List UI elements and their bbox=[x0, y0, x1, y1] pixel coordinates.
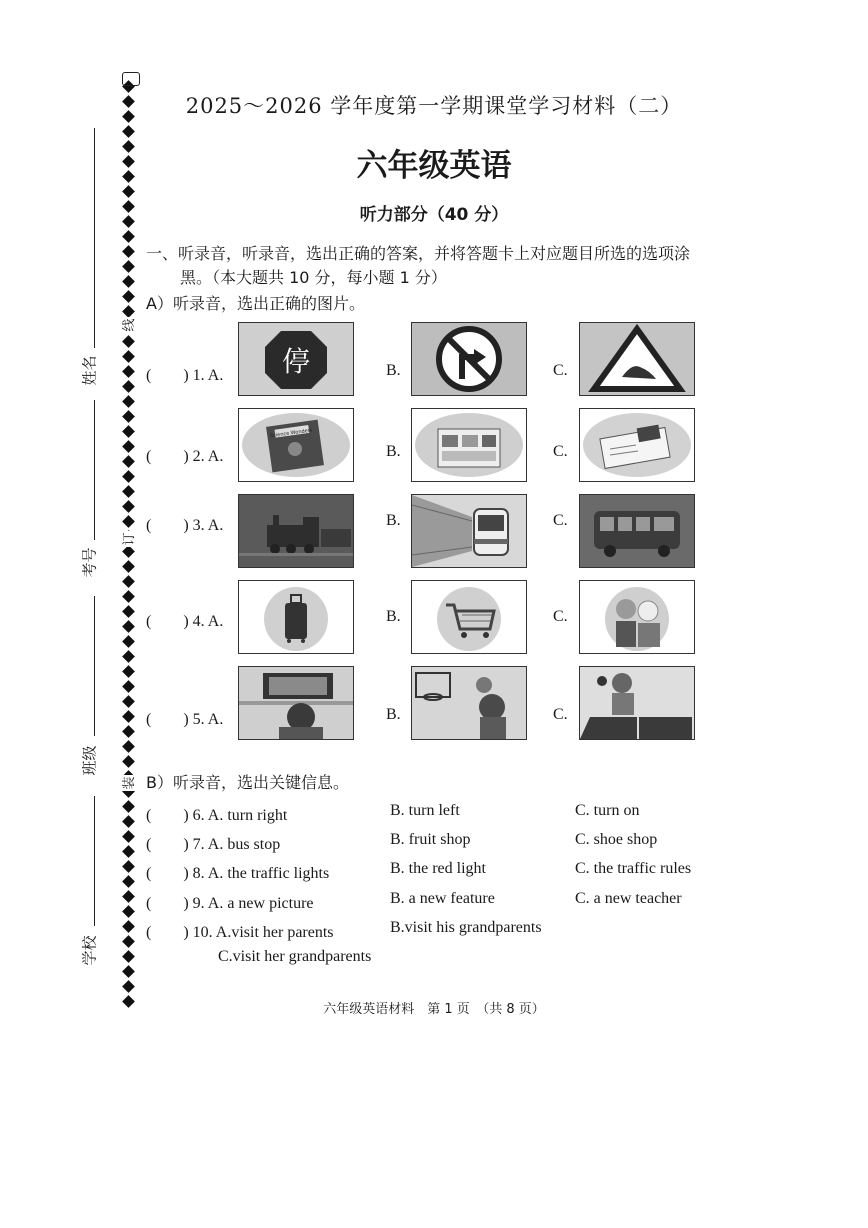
q6-option-a: ( ) 6. A. turn right bbox=[146, 807, 288, 824]
diamond-icon bbox=[122, 395, 135, 408]
diamond-icon bbox=[122, 950, 135, 963]
diamond-icon bbox=[122, 860, 135, 873]
diamond-icon bbox=[122, 260, 135, 273]
diamond-icon bbox=[122, 920, 135, 933]
q8-option-a: ( ) 8. A. the traffic lights bbox=[146, 865, 330, 882]
diamond-icon bbox=[122, 590, 135, 603]
diamond-icon bbox=[122, 470, 135, 483]
q7-option-b: B. fruit shop bbox=[390, 831, 471, 848]
subject-title: 六年级英语 bbox=[356, 148, 512, 184]
diamond-icon bbox=[122, 455, 135, 468]
q4-c-grandparents-image bbox=[579, 580, 695, 654]
diamond-icon bbox=[122, 665, 135, 678]
sub-a-heading: A）听录音，选出正确的图片。 bbox=[146, 294, 365, 313]
book-cover-text: Science Wonders bbox=[269, 427, 313, 440]
diamond-icon bbox=[122, 740, 135, 753]
school-line bbox=[94, 796, 95, 926]
diamond-icon bbox=[122, 605, 135, 618]
q9-option-a: ( ) 9. A. a new picture bbox=[146, 895, 314, 912]
q5-number: ( ) 5. A. bbox=[146, 711, 224, 728]
diamond-icon bbox=[122, 275, 135, 288]
diamond-icon bbox=[122, 365, 135, 378]
diamond-icon bbox=[122, 545, 135, 558]
diamond-icon bbox=[122, 905, 135, 918]
diamond-icon bbox=[122, 935, 135, 948]
diamond-icon bbox=[122, 965, 135, 978]
q2-c-postcard-image bbox=[579, 408, 695, 482]
q7-option-a: ( ) 7. A. bus stop bbox=[146, 836, 281, 853]
diamond-icon bbox=[122, 440, 135, 453]
diamond-icon bbox=[122, 290, 135, 303]
school-label: 学校 bbox=[80, 935, 99, 966]
diamond-icon bbox=[122, 485, 135, 498]
q1-b-label: B. bbox=[386, 362, 401, 379]
q4-number: ( ) 4. A. bbox=[146, 613, 224, 630]
q5-a-watching-tv-image bbox=[238, 666, 354, 740]
page-footer: 六年级英语材料 第 1 页 （共 8 页） bbox=[323, 1002, 545, 1017]
q1-c-warning-sign-image bbox=[579, 322, 695, 396]
q4-b-shopping-cart-image bbox=[411, 580, 527, 654]
diamond-icon bbox=[122, 680, 135, 693]
bind-char-order: 订 bbox=[122, 532, 137, 546]
q2-number: ( ) 2. A. bbox=[146, 448, 224, 465]
diamond-icon bbox=[122, 725, 135, 738]
exam-title: 2025～2026 学年度第一学期课堂学习材料（二） bbox=[185, 94, 683, 118]
diamond-icon bbox=[122, 845, 135, 858]
stop-char: 停 bbox=[281, 345, 311, 378]
diamond-icon bbox=[122, 245, 135, 258]
bind-char-install: 装 bbox=[122, 776, 137, 790]
q6-option-b: B. turn left bbox=[390, 802, 460, 819]
q9-option-b: B. a new feature bbox=[390, 890, 495, 907]
diamond-icon bbox=[122, 755, 135, 768]
diamond-icon bbox=[122, 410, 135, 423]
diamond-icon bbox=[122, 560, 135, 573]
q7-option-c: C. shoe shop bbox=[575, 831, 658, 848]
q1-a-stop-sign-image bbox=[238, 322, 354, 396]
diamond-icon bbox=[122, 815, 135, 828]
class-line bbox=[94, 596, 95, 736]
class-label: 班级 bbox=[80, 745, 99, 776]
diamond-icon bbox=[122, 695, 135, 708]
diamond-icon bbox=[122, 890, 135, 903]
q5-c-label: C. bbox=[553, 706, 568, 723]
q8-option-c: C. the traffic rules bbox=[575, 860, 692, 877]
name-label: 姓名 bbox=[80, 355, 99, 386]
q4-c-label: C. bbox=[553, 608, 568, 625]
diamond-icon bbox=[122, 500, 135, 513]
q3-b-label: B. bbox=[386, 512, 401, 529]
bind-char-line: 线 bbox=[122, 318, 137, 332]
sub-b-heading: B）听录音，选出关键信息。 bbox=[146, 773, 349, 792]
q3-number: ( ) 3. A. bbox=[146, 517, 224, 534]
diamond-icon bbox=[122, 980, 135, 993]
exam-no-label: 考号 bbox=[80, 547, 99, 578]
q5-c-table-tennis-image bbox=[579, 666, 695, 740]
q10-option-c: C.visit her grandparents bbox=[218, 948, 372, 965]
diamond-icon bbox=[122, 515, 135, 528]
part1-heading-line1: 一、听录音，听录音，选出正确的答案，并将答题卡上对应题目所选的选项涂 bbox=[146, 244, 691, 263]
diamond-icon bbox=[122, 710, 135, 723]
diamond-icon bbox=[122, 635, 135, 648]
diamond-icon bbox=[122, 830, 135, 843]
q1-number: ( ) 1. A. bbox=[146, 367, 224, 384]
diamond-icon bbox=[122, 650, 135, 663]
diamond-icon bbox=[122, 185, 135, 198]
q1-c-label: C. bbox=[553, 362, 568, 379]
q10-option-b: B.visit his grandparents bbox=[390, 919, 542, 936]
q4-a-suitcase-image bbox=[238, 580, 354, 654]
diamond-icon bbox=[122, 425, 135, 438]
diamond-icon bbox=[122, 125, 135, 138]
q3-a-steam-train-image bbox=[238, 494, 354, 568]
q9-option-c: C. a new teacher bbox=[575, 890, 682, 907]
diamond-icon bbox=[122, 350, 135, 363]
part1-heading-line2: 黑。（本大题共 10 分，每小题 1 分） bbox=[180, 268, 447, 287]
exam-no-line bbox=[94, 400, 95, 540]
seal-icon bbox=[122, 72, 140, 86]
q4-b-label: B. bbox=[386, 608, 401, 625]
q8-option-b: B. the red light bbox=[390, 860, 486, 877]
q6-option-c: C. turn on bbox=[575, 802, 640, 819]
section-title: 听力部分（40 分） bbox=[359, 205, 509, 225]
q5-b-basketball-image bbox=[411, 666, 527, 740]
diamond-icon bbox=[122, 305, 135, 318]
diamond-icon bbox=[122, 380, 135, 393]
q1-b-no-right-turn-image bbox=[411, 322, 527, 396]
diamond-icon bbox=[122, 875, 135, 888]
q3-c-label: C. bbox=[553, 512, 568, 529]
q2-c-label: C. bbox=[553, 443, 568, 460]
q2-b-label: B. bbox=[386, 443, 401, 460]
q2-a-science-book-image bbox=[238, 408, 354, 482]
q5-b-label: B. bbox=[386, 706, 401, 723]
diamond-icon bbox=[122, 800, 135, 813]
q3-b-subway-train-image bbox=[411, 494, 527, 568]
q10-option-a: ( ) 10. A.visit her parents bbox=[146, 924, 334, 941]
diamond-icon bbox=[122, 335, 135, 348]
q3-c-bus-image bbox=[579, 494, 695, 568]
diamond-icon bbox=[122, 575, 135, 588]
diamond-icon bbox=[122, 620, 135, 633]
q2-b-picture-cards-image bbox=[411, 408, 527, 482]
diamond-icon bbox=[122, 230, 135, 243]
